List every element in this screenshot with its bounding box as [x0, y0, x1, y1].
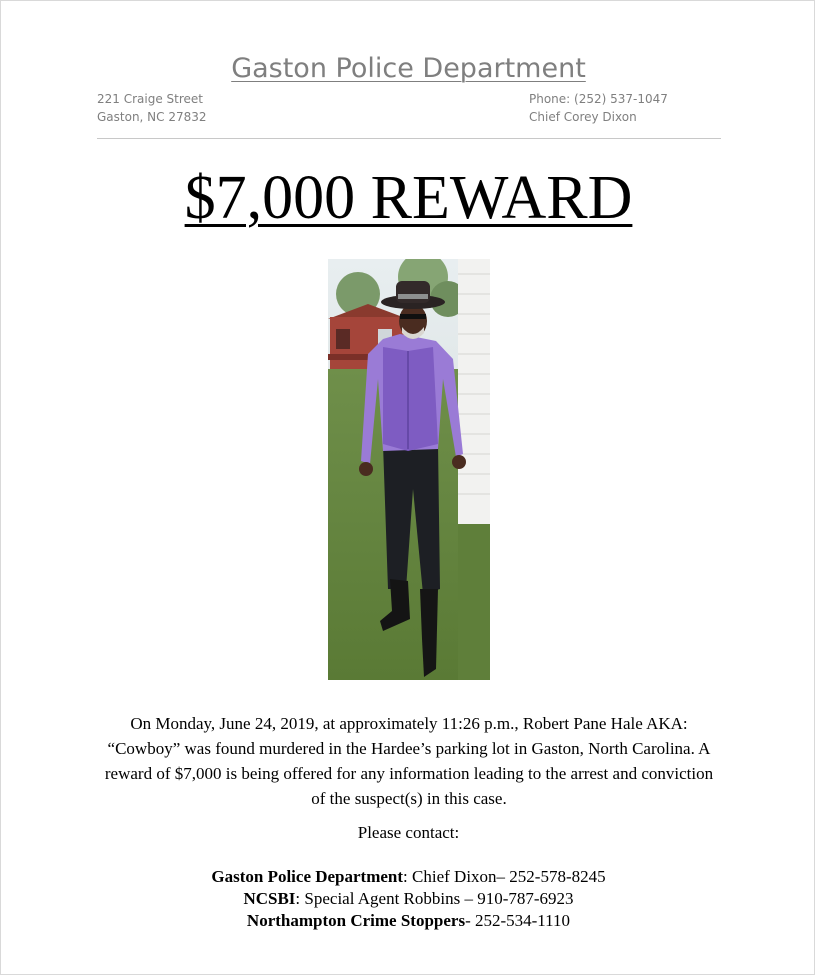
victim-photo — [328, 259, 490, 680]
contact-block — [529, 90, 668, 126]
contact-line — [1, 910, 815, 932]
please-contact-label: Please contact: — [357, 823, 460, 842]
contact-detail: - 252-534-1110 — [465, 911, 571, 930]
contact-detail: : Chief Dixon– 252-578-8245 — [403, 867, 606, 886]
contact-org: Northampton Crime Stoppers — [246, 911, 466, 930]
contacts-list — [1, 866, 815, 932]
header-divider — [97, 138, 721, 139]
chief-line: Chief Corey Dixon — [529, 110, 637, 124]
address-line-1: 221 Craige Street — [97, 92, 203, 106]
address-line-2: Gaston, NC 27832 — [97, 110, 207, 124]
department-title-text: Gaston Police Department — [231, 53, 586, 84]
address-block — [97, 90, 207, 126]
contact-org: Gaston Police Department — [211, 867, 404, 886]
victim-photo-image — [328, 259, 490, 680]
department-title — [1, 53, 815, 84]
reward-headline — [1, 163, 815, 234]
contact-org: NCSBI — [243, 889, 296, 908]
phone-line: Phone: (252) 537-1047 — [529, 92, 668, 106]
contact-line — [1, 866, 815, 888]
contact-detail: : Special Agent Robbins – 910-787-6923 — [295, 889, 574, 908]
contact-line — [1, 888, 815, 910]
incident-paragraph: On Monday, June 24, 2019, at approximately 11:26 p.m., Robert Pane Hale AKA: “Cowboy” was found murdered in the Hardee’s parking lot in Gaston, North Carolina. A reward of $7,000 is being offered for any information leading to the arrest and conviction of the suspect(s) in this case. — [104, 714, 714, 808]
reward-headline-text: $7,000 REWARD — [184, 164, 633, 232]
